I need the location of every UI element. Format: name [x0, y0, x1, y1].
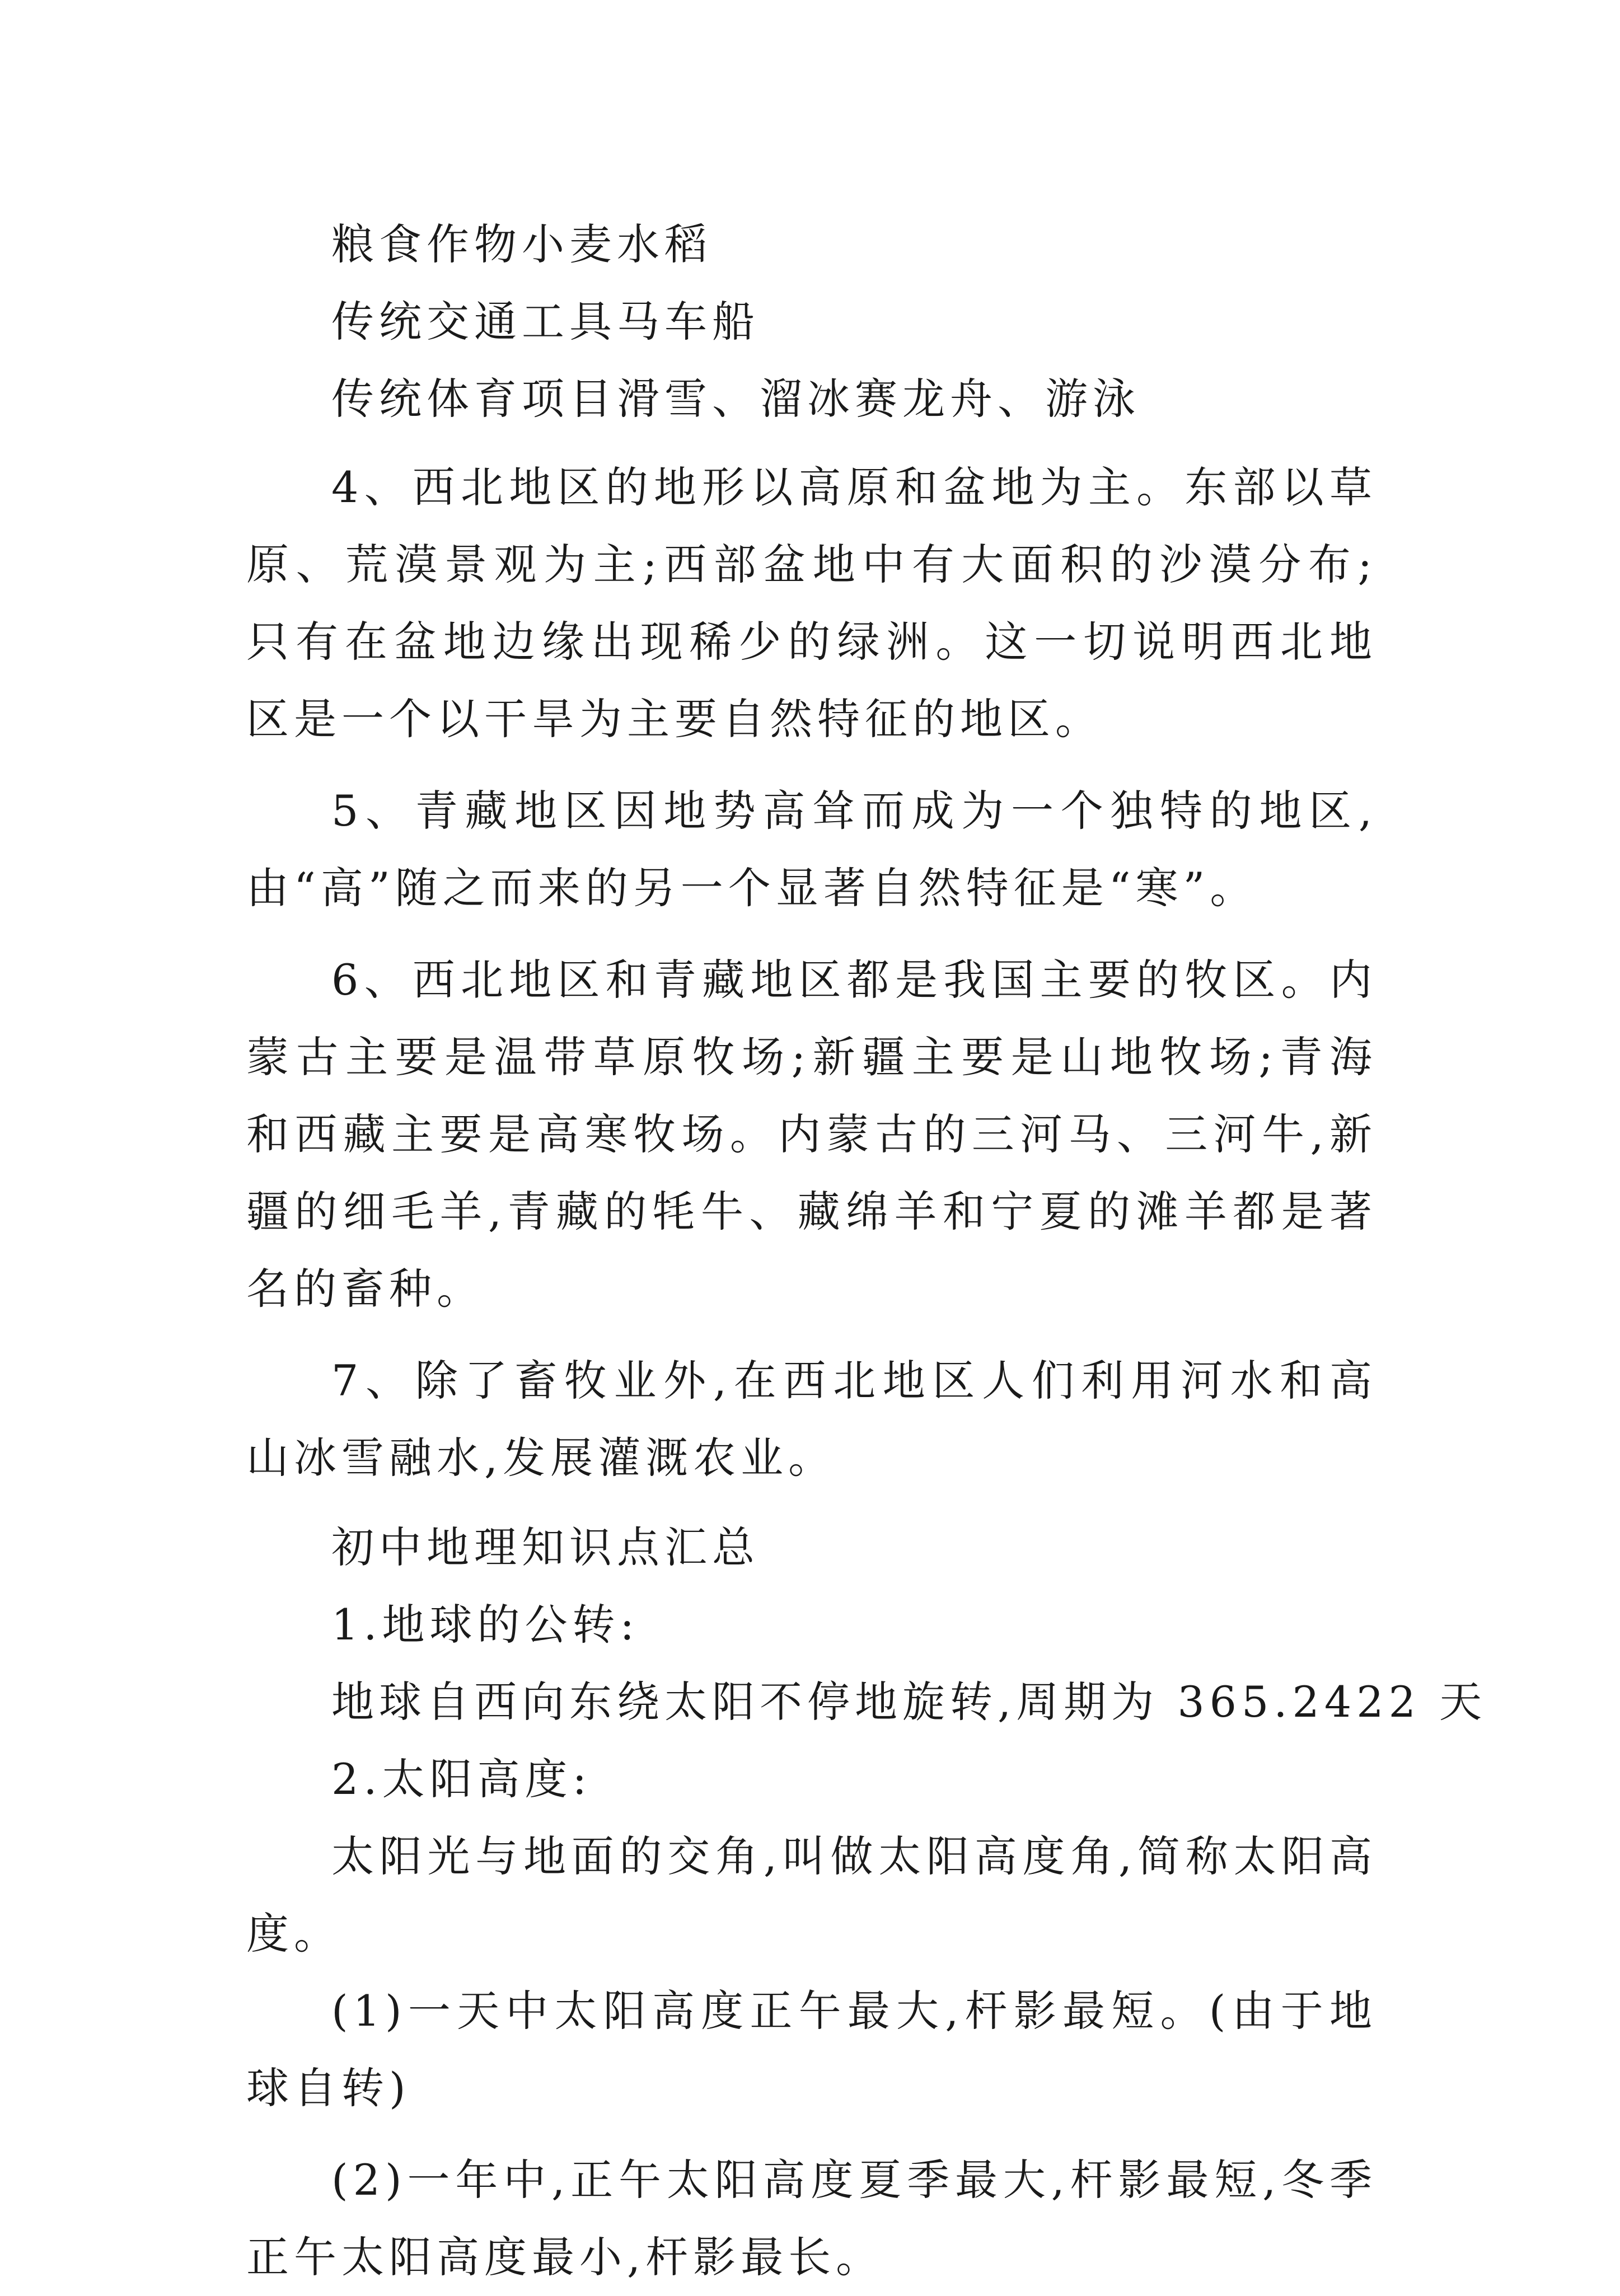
paragraph-4: 4、西北地区的地形以高原和盆地为主。东部以草原、荒漠景观为主;西部盆地中有大面积的沙漠分布;只有在盆地边缘出现稀少的绿洲。这一切说明西北地区是一个以干旱为主要自然特征的地区。 [246, 462, 1377, 744]
paragraph-5: 5、青藏地区因地势高耸而成为一个独特的地区,由“高”随之而来的另一个显著自然特征是“寒”。 [246, 786, 1377, 913]
item2-text: 太阳光与地面的交角,叫做太阳高度角,简称太阳高度。 [246, 1831, 1377, 1958]
paragraph-6: 6、西北地区和青藏地区都是我国主要的牧区。内蒙古主要是温带草原牧场;新疆主要是山地牧场;青海和西藏主要是高寒牧场。内蒙古的三河马、三河牛,新疆的细毛羊,青藏的牦牛、藏绵羊和宁夏的滩羊都是著名的畜种。 [246, 955, 1377, 1314]
item1-title: 1.地球的公转: [331, 1600, 640, 1650]
point-1: (1)一天中太阳高度正午最大,杆影最短。(由于地球自转) [246, 1986, 1377, 2113]
item2-title: 2.太阳高度: [331, 1754, 592, 1804]
crops-line: 粮食作物小麦水稻 [331, 219, 712, 269]
point-2: (2)一年中,正午太阳高度夏季最大,杆影最短,冬季正午太阳高度最小,杆影最长。 [246, 2155, 1377, 2282]
document-body [246, 206, 1487, 2296]
item1-text: 地球自西向东绕太阳不停地旋转,周期为 365.2422 天 [331, 1677, 1487, 1727]
sports-line: 传统体育项目滑雪、溜冰赛龙舟、游泳 [331, 374, 1140, 424]
paragraph-7: 7、除了畜牧业外,在西北地区人们利用河水和高山冰雪融水,发展灌溉农业。 [246, 1356, 1377, 1483]
transport-line: 传统交通工具马车船 [331, 297, 760, 346]
summary-heading: 初中地理知识点汇总 [331, 1522, 760, 1572]
